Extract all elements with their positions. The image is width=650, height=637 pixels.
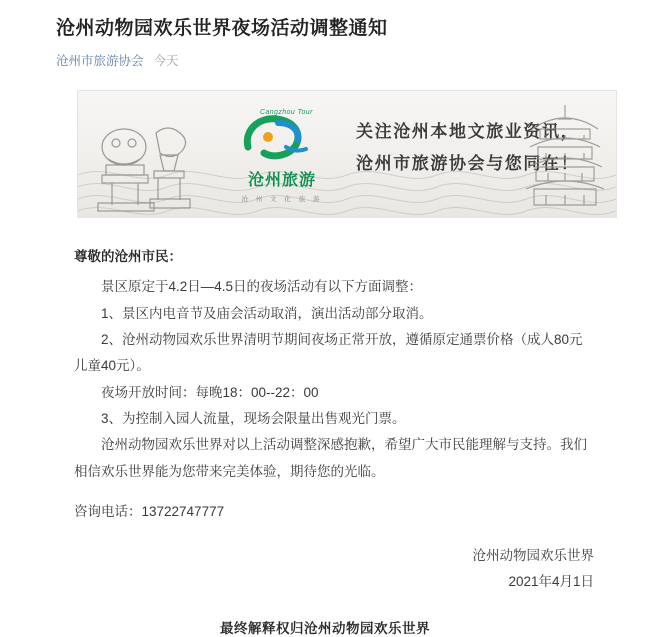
body-paragraph: 2、沧州动物园欢乐世界清明节期间夜场正常开放，遵循原定通票价格（成人80元 儿童40元）。 bbox=[74, 332, 583, 374]
body-paragraph: 景区原定于4.2日—4.5日的夜场活动有以下方面调整： bbox=[101, 279, 423, 295]
logo-chinese-text: 沧州旅游 bbox=[247, 172, 316, 190]
logo-mark-icon bbox=[234, 107, 330, 165]
logo-subtitle-text: 沧 州 文 化 旅 游 bbox=[241, 196, 323, 204]
banner-slogan-line-1: 关注沧州本地文旅业资讯， bbox=[356, 122, 580, 143]
cangzhou-tour-logo bbox=[223, 107, 341, 203]
article-meta bbox=[56, 53, 628, 71]
promo-banner bbox=[77, 90, 617, 218]
body-paragraph: 3、为控制入园人流量，现场会限量出售观光门票。 bbox=[101, 410, 406, 426]
body-paragraph: 1、景区内电音节及庙会活动取消，演出活动部分取消。 bbox=[101, 305, 433, 321]
article-date: 今天 bbox=[153, 53, 179, 68]
signature-org: 沧州动物园欢乐世界 bbox=[472, 548, 594, 564]
article-source[interactable]: 沧州市旅游协会 bbox=[56, 53, 144, 68]
body-paragraph: 夜场开放时间：每晚18：00--22：00 bbox=[101, 384, 319, 400]
logo-english-text: Cangzhou Tour bbox=[260, 109, 313, 117]
pagoda-icon bbox=[522, 99, 608, 211]
article-body bbox=[74, 244, 594, 525]
banner-slogan-line-2: 沧州市旅游协会与您同在！ bbox=[356, 153, 580, 174]
body-paragraph: 沧州动物园欢乐世界对以上活动调整深感抱歉，希望广大市民能理解与支持。我们相信欢乐世界能为您带来完美体验，期待您的光临。 bbox=[74, 437, 587, 479]
footer-note: 最终解释权归沧州动物园欢乐世界 bbox=[220, 620, 430, 636]
page-title: 沧州动物园欢乐世界夜场活动调整通知 bbox=[56, 18, 388, 39]
signature-block bbox=[22, 543, 594, 594]
salutation: 尊敬的沧州市民： bbox=[74, 249, 182, 265]
contact-phone: 咨询电话：13722747777 bbox=[74, 503, 225, 519]
signature-date: 2021年4月1日 bbox=[508, 573, 594, 589]
stone-lion-icon bbox=[86, 103, 206, 213]
article-page bbox=[0, 16, 650, 636]
